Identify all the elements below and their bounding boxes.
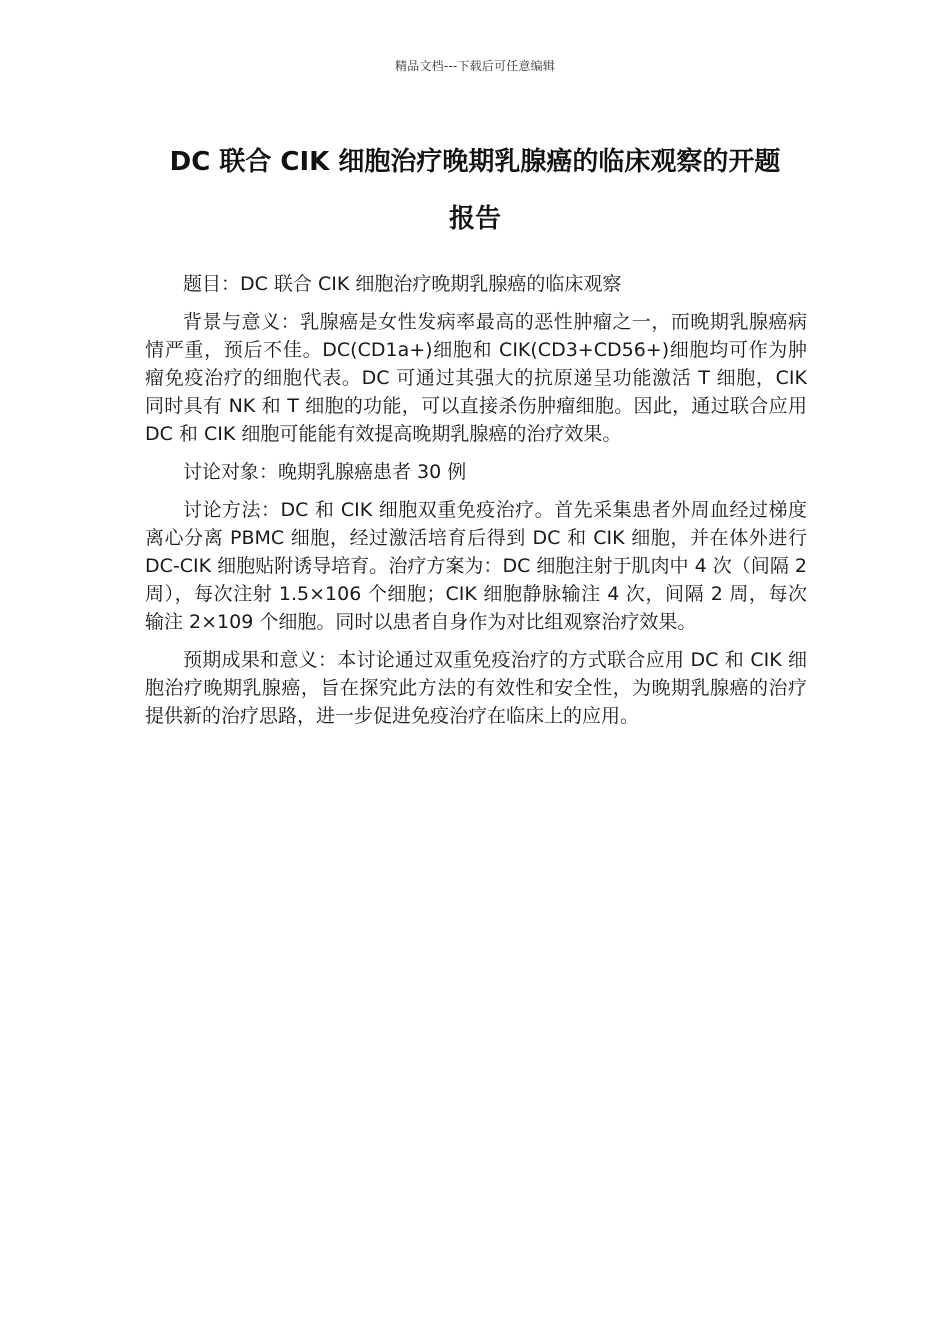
title-line-2: 报告 — [448, 204, 501, 234]
background-paragraph: 背景与意义：乳腺癌是女性发病率最高的恶性肿瘤之一，而晚期乳腺癌病情严重，预后不佳。DC(CD1a+)细胞和 CIK(CD3+CD56+)细胞均可作为肿瘤免疫治疗的细胞代表。DC 可通过其强大的抗原递呈功能激活 T 细胞，CIK 同时具有 NK 和 T 细胞的功能，可以直接杀伤肿瘤细胞。因此，通过联合应用 DC 和 CIK 细胞可能能有效提高晚期乳腺癌的治疗效果。 — [145, 311, 807, 445]
topic-paragraph: 题目：DC 联合 CIK 细胞治疗晚期乳腺癌的临床观察 — [183, 273, 622, 295]
methods-paragraph: 讨论方法：DC 和 CIK 细胞双重免疫治疗。首先采集患者外周血经过梯度离心分离 PBMC 细胞，经过激活培育后得到 DC 和 CIK 细胞，并在体外进行 DC-CIK 细胞贴附诱导培育。治疗方案为：DC 细胞注射于肌肉中 4 次（间隔 2 周），每次注射 1.5×106 个细胞；CIK 细胞静脉输注 4 次，间隔 2 周，每次输注 2×109 个细胞。同时以患者自身作为对比组观察治疗效果。 — [145, 499, 807, 633]
header-note: 精品文档---下载后可任意编辑 — [395, 59, 555, 73]
document-body — [145, 270, 807, 740]
expected-results-paragraph: 预期成果和意义：本讨论通过双重免疫治疗的方式联合应用 DC 和 CIK 细胞治疗晚期乳腺癌，旨在探究此方法的有效性和安全性，为晚期乳腺癌的治疗提供新的治疗思路，进一步促进免疫治疗在临床上的应用。 — [145, 649, 807, 727]
subjects-paragraph: 讨论对象：晚期乳腺癌患者 30 例 — [183, 461, 467, 483]
title-line-1: DC 联合 CIK 细胞治疗晚期乳腺癌的临床观察的开题 — [169, 147, 781, 177]
document-title — [140, 134, 810, 248]
